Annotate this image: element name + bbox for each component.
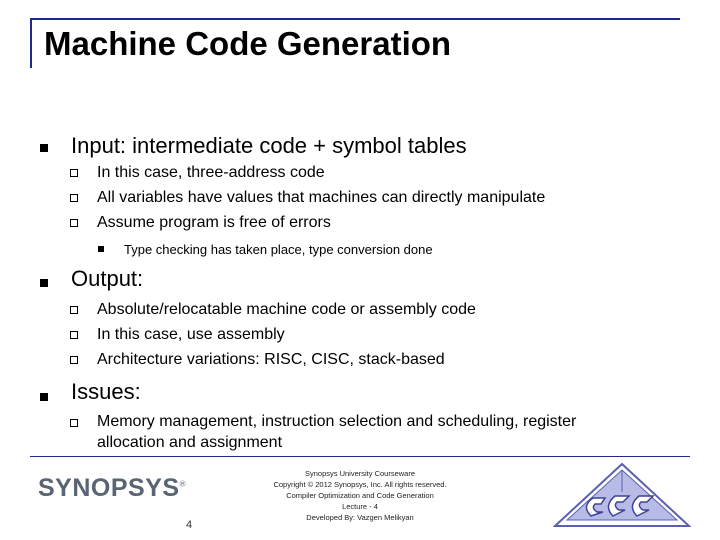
slide-title: Machine Code Generation: [44, 25, 452, 62]
bullet-square-icon: [40, 279, 48, 287]
bullet-square-icon: [40, 144, 48, 152]
bullet-hollow-square-icon: [70, 194, 78, 202]
bullet-level2: In this case, three-address code: [97, 164, 325, 181]
credits-line: Copyright © 2012 Synopsys, Inc. All rights reserved.: [273, 480, 447, 489]
credits-line: Synopsys University Courseware: [304, 469, 416, 478]
bullet-hollow-square-icon: [70, 169, 78, 177]
bullet-hollow-square-icon: [70, 219, 78, 227]
bullet-level2: In this case, use assembly: [97, 326, 285, 343]
bullet-hollow-square-icon: [70, 306, 78, 314]
bullet-level2: Architecture variations: RISC, CISC, stack-based: [97, 351, 445, 368]
bullet-level1: Issues:: [71, 379, 141, 404]
bullet-square-icon: [40, 393, 48, 401]
footer-credits: [250, 468, 470, 523]
bullet-small-square-icon: [98, 246, 104, 252]
bullet-level2-continuation: allocation and assignment: [97, 434, 283, 451]
bullet-hollow-square-icon: [70, 331, 78, 339]
bullet-level2: Assume program is free of errors: [97, 214, 331, 231]
bullet-level2: Memory management, instruction selection and scheduling, register: [97, 413, 577, 430]
bullet-level2: All variables have values that machines can directly manipulate: [97, 189, 546, 206]
page-number: 4: [186, 519, 193, 531]
credits-line: Lecture - 4: [342, 502, 378, 511]
synopsys-logo-text: SYNOPSYS: [38, 474, 180, 502]
bullet-level3: Type checking has taken place, type conversion done: [124, 242, 433, 257]
registered-mark: ®: [179, 479, 186, 489]
credits-line: Developed By: Vazgen Melikyan: [306, 513, 414, 522]
credits-line: Compiler Optimization and Code Generation: [286, 491, 434, 500]
bullet-level1: Input: intermediate code + symbol tables: [71, 133, 467, 158]
bullet-level2: Absolute/relocatable machine code or assembly code: [97, 301, 476, 318]
footer-divider: [30, 456, 690, 457]
synopsys-logo: [38, 474, 186, 503]
bullet-hollow-square-icon: [70, 356, 78, 364]
bullet-level1: Output:: [71, 266, 144, 291]
university-logo-icon: [553, 462, 691, 528]
bullet-hollow-square-icon: [70, 419, 78, 427]
